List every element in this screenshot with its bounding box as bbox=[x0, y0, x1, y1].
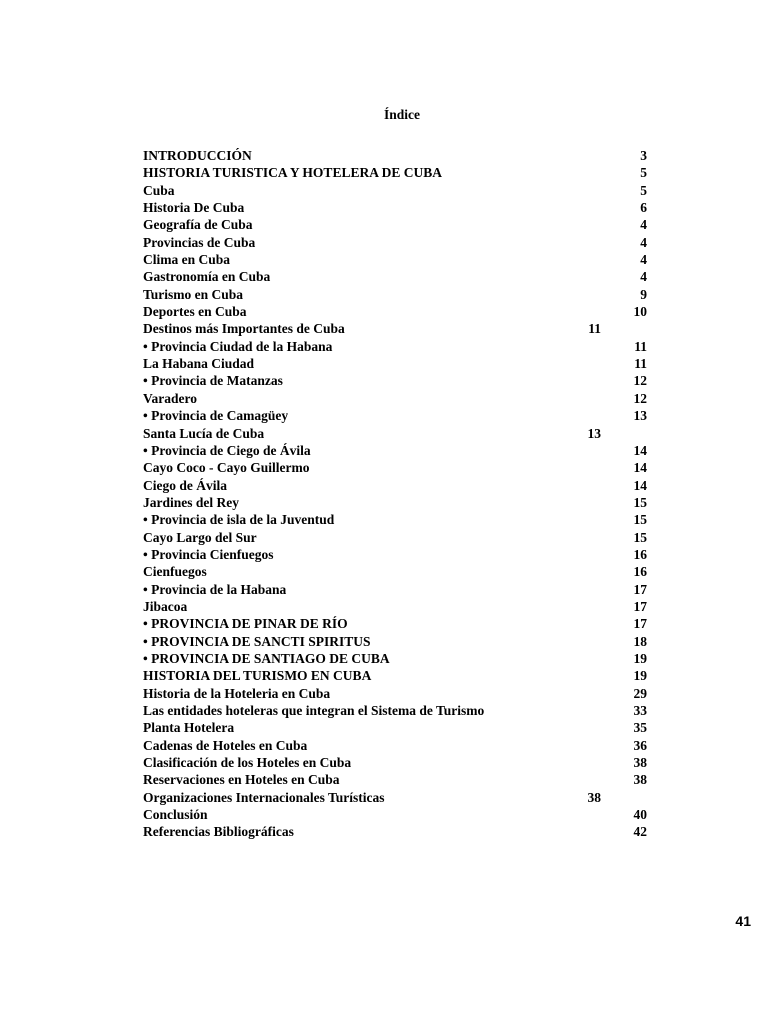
toc-entry-page: 10 bbox=[633, 304, 647, 320]
toc-entry-page: 29 bbox=[633, 685, 647, 701]
toc-entry bbox=[143, 303, 653, 320]
toc-entry-label: Cayo Largo del Sur bbox=[143, 529, 257, 545]
toc-entry-page: 19 bbox=[633, 650, 647, 666]
toc-entry-label: Ciego de Ávila bbox=[143, 477, 227, 493]
toc-entry-page: 15 bbox=[633, 494, 647, 510]
toc-entry-label: HISTORIA TURISTICA Y HOTELERA DE CUBA bbox=[143, 165, 442, 181]
page-title: Índice bbox=[383, 107, 420, 122]
toc-entry bbox=[143, 667, 653, 684]
toc-entry bbox=[143, 771, 653, 788]
toc-entry-page: 11 bbox=[588, 321, 601, 337]
toc-entry bbox=[143, 390, 653, 407]
toc-entry-label: Geografía de Cuba bbox=[143, 217, 253, 233]
toc-entry-label: Deportes en Cuba bbox=[143, 304, 247, 320]
toc-entry-label: Destinos más Importantes de Cuba bbox=[143, 321, 345, 337]
toc-entry-label: Cienfuegos bbox=[143, 564, 207, 580]
toc-entry bbox=[143, 407, 653, 424]
toc-entry-label: Gastronomía en Cuba bbox=[143, 269, 271, 285]
toc-entry bbox=[143, 685, 653, 702]
toc-entry-page: 38 bbox=[633, 755, 647, 771]
toc-entry-label: • Provincia de Camagüey bbox=[143, 408, 289, 424]
toc-entry bbox=[143, 806, 653, 823]
toc-entry-page: 17 bbox=[633, 598, 647, 614]
toc-entry-page: 4 bbox=[640, 217, 647, 233]
toc-entry-label: INTRODUCCIÓN bbox=[143, 148, 252, 163]
toc-entry bbox=[143, 633, 653, 650]
toc-entry-page: 15 bbox=[633, 529, 647, 545]
toc-entry bbox=[143, 563, 653, 580]
toc-entry-page: 35 bbox=[633, 720, 647, 736]
toc-entry bbox=[143, 251, 653, 268]
toc-entry-label: Organizaciones Internacionales Turísticas bbox=[143, 789, 385, 805]
toc-entry-label: La Habana Ciudad bbox=[143, 356, 255, 372]
toc-entry-page: 42 bbox=[633, 824, 647, 840]
toc-entry bbox=[143, 546, 653, 563]
toc-entry bbox=[143, 511, 653, 528]
toc-entry bbox=[143, 355, 653, 372]
toc-entry bbox=[143, 459, 653, 476]
toc-entry-label: Planta Hotelera bbox=[143, 720, 235, 736]
toc-entry-page: 19 bbox=[633, 668, 647, 684]
toc-entry-page: 40 bbox=[633, 807, 647, 823]
toc-entry-page: 11 bbox=[634, 356, 647, 372]
toc-entry bbox=[143, 477, 653, 494]
toc-entry-page: 12 bbox=[633, 390, 647, 406]
toc-entry-page: 4 bbox=[640, 252, 647, 268]
toc-entry-label: • Provincia de Ciego de Ávila bbox=[143, 442, 311, 458]
toc-entry bbox=[143, 650, 653, 667]
toc-entry-label: Cadenas de Hoteles en Cuba bbox=[143, 737, 308, 753]
toc-entry-page: 15 bbox=[633, 512, 647, 528]
toc-entry-label: Reservaciones en Hoteles en Cuba bbox=[143, 772, 340, 788]
toc-entry-page: 17 bbox=[633, 581, 647, 597]
toc-entry bbox=[143, 789, 653, 806]
toc-entry-page: 4 bbox=[640, 234, 647, 250]
toc-entry-page: 6 bbox=[640, 200, 647, 216]
toc-entry-page: 17 bbox=[633, 616, 647, 632]
toc-entry-page: 14 bbox=[633, 477, 647, 493]
toc-entry bbox=[143, 164, 653, 181]
toc-entry bbox=[143, 529, 653, 546]
toc-entry-label: Varadero bbox=[143, 390, 197, 406]
toc-entry-label: Cuba bbox=[143, 182, 175, 198]
toc-entry-label: HISTORIA DEL TURISMO EN CUBA bbox=[143, 668, 372, 684]
toc-entry bbox=[143, 320, 653, 337]
toc-entry bbox=[143, 442, 653, 459]
toc-entry bbox=[143, 719, 653, 736]
toc-entry-label: Las entidades hoteleras que integran el Sistema de Turismo bbox=[143, 703, 485, 718]
toc-entry-page: 3 bbox=[640, 148, 647, 163]
toc-entry bbox=[143, 372, 653, 389]
toc-entry-label: • Provincia de isla de la Juventud bbox=[143, 512, 335, 528]
toc-entry-label: Jibacoa bbox=[143, 598, 188, 614]
toc-entry-label: • Provincia de Matanzas bbox=[143, 373, 283, 389]
toc-entry-label: Conclusión bbox=[143, 807, 208, 823]
toc-entry bbox=[143, 754, 653, 771]
table-of-contents bbox=[143, 147, 653, 841]
page-number: 41 bbox=[735, 913, 751, 929]
toc-entry-label: • Provincia de la Habana bbox=[143, 581, 287, 597]
toc-entry-label: • Provincia Ciudad de la Habana bbox=[143, 338, 333, 354]
toc-entry-label: • Provincia Cienfuegos bbox=[143, 546, 274, 562]
toc-entry-page: 33 bbox=[633, 703, 647, 718]
toc-entry-page: 16 bbox=[633, 546, 647, 562]
toc-entry-label: Santa Lucía de Cuba bbox=[143, 425, 265, 441]
toc-entry-label: Jardines del Rey bbox=[143, 494, 239, 510]
toc-entry-page: 13 bbox=[587, 425, 601, 441]
toc-entry bbox=[143, 234, 653, 251]
toc-entry-page: 38 bbox=[587, 789, 601, 805]
toc-entry-page: 18 bbox=[633, 633, 647, 649]
toc-entry-page: 14 bbox=[633, 442, 647, 458]
toc-entry bbox=[143, 494, 653, 511]
toc-entry-page: 12 bbox=[633, 373, 647, 389]
toc-entry-page: 5 bbox=[640, 165, 647, 181]
toc-entry bbox=[143, 216, 653, 233]
toc-entry bbox=[143, 338, 653, 355]
toc-entry-page: 5 bbox=[640, 182, 647, 198]
toc-entry-page: 16 bbox=[633, 564, 647, 580]
toc-entry bbox=[143, 268, 653, 285]
toc-entry-label: Clasificación de los Hoteles en Cuba bbox=[143, 755, 352, 771]
toc-entry-label: Clima en Cuba bbox=[143, 252, 231, 268]
toc-entry-page: 4 bbox=[640, 269, 647, 285]
toc-entry bbox=[143, 286, 653, 303]
toc-entry bbox=[143, 147, 653, 164]
toc-entry-label: Historia De Cuba bbox=[143, 200, 245, 216]
toc-entry-label: Cayo Coco - Cayo Guillermo bbox=[143, 460, 310, 476]
toc-entry-page: 13 bbox=[633, 408, 647, 424]
toc-entry-page: 14 bbox=[633, 460, 647, 476]
toc-entry bbox=[143, 737, 653, 754]
toc-entry-label: • PROVINCIA DE SANTIAGO DE CUBA bbox=[143, 650, 390, 666]
toc-entry-page: 38 bbox=[633, 772, 647, 788]
toc-entry-label: • PROVINCIA DE SANCTI SPIRITUS bbox=[143, 633, 371, 649]
toc-entry-page: 9 bbox=[640, 286, 647, 302]
toc-entry bbox=[143, 702, 653, 719]
toc-entry bbox=[143, 182, 653, 199]
toc-entry-page: 36 bbox=[633, 737, 647, 753]
toc-entry-label: Provincias de Cuba bbox=[143, 234, 256, 250]
toc-entry bbox=[143, 199, 653, 216]
toc-entry bbox=[143, 615, 653, 632]
toc-entry bbox=[143, 598, 653, 615]
toc-entry bbox=[143, 581, 653, 598]
toc-entry-page: 11 bbox=[634, 338, 647, 354]
toc-entry bbox=[143, 823, 653, 840]
toc-entry-label: • PROVINCIA DE PINAR DE RÍO bbox=[143, 616, 348, 632]
toc-entry-label: Turismo en Cuba bbox=[143, 286, 244, 302]
toc-entry-label: Historia de la Hoteleria en Cuba bbox=[143, 685, 331, 701]
toc-entry-label: Referencias Bibliográficas bbox=[143, 824, 294, 840]
toc-entry bbox=[143, 425, 653, 442]
